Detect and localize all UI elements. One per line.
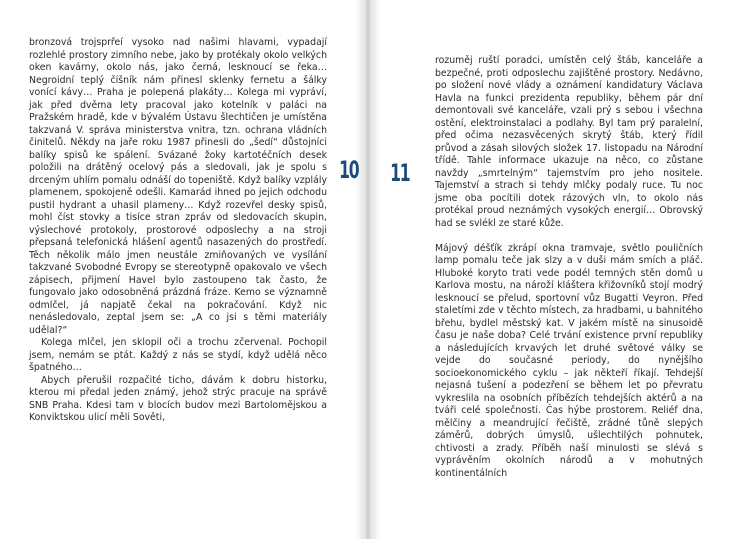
page-number-left: 10	[339, 156, 359, 184]
left-page-text	[29, 37, 327, 425]
right-paragraph-2: Májový déšťík zkrápí okna tramvaje, světlo pouličních lamp pomalu teče jak slzy a v duši mám smích a pláč. Hluboké koryto trati vede podél temných stěn domů u Karlova mostu, na nároží kláštera křižovníků stojí modrý lesknoucí se přelud, sportovní vůz Bugatti Veyron. Před staletími zde v těchto místech, za hradbami, u bahnitého břehu, bydlel městský kat. V jakém místě na sinusoidě času je naše doba? Celé trvání existence první republiky a následujících krvavých let druhé světové války se vejde do současné periody, do nynějšího socioekonomického cyklu – jak někteří říkají. Tehdejší nejasná tušení a podezření se během let po převratu vykreslila na osobních příbězích tehdejších aktérů a na tváři celé společnosti. Čas hýbe prostorem. Reliéf dna, mělčiny a meandrující řečiště, zrádné tůně slepých záměrů, dobrých úmyslů, ušlechtilých pohnutek, chtivosti a zrady. Příběh naší minulosti se slévá s vyprávěním okolních národů a v mohutných kontinentálních	[435, 242, 703, 479]
left-paragraph-2: Kolega mlčel, jen sklopil oči a trochu zčervenal. Pochopil jsem, nemám se ptát. Každý z nás se stydí, když udělá něco špatného…	[29, 337, 327, 373]
left-paragraph-1: bronzová trojsprřeí vysoko nad našimi hlavami, vypadají rozlehlé prostory zimního nebe, jako by protékaly okolo velkých oken kavárny, okolo nás, jako černá, lesknoucí se řeka… Negroidní teplý číšník nám přinesl sklenky fernetu a šálky vonící kávy… Praha je polepená plakáty… Kolega mi vypráví, jak před dvěma lety pracoval jako kotelník v paláci na Pražském hradě, kde v bývalém Ústavu šlechtičen je umístěna takzvaná V. správa ministerstva vnitra, tzn. ochrana vládních činitelů. Někdy na jaře roku 1987 přinesli do „šedí“ důstojníci balíky spisů ke spálení. Svázané žoky kartotéčních desek položili na drátěný ocelový pás a sledovali, jak je spolu s drceným uhlím pomalu odnáší do topeniště. Když balíky vzplály plamenem, spokojeně odešli. Kamarád ihned po jejich odchodu pustil hydrant a uhasil plameny… Když rozevřel desky spisů, mohl číst stovky a tisíce stran zpráv od sledovacích skupin, výslechové protokoly, prostorové odposlechy a na stroji přepsaná telefonická hlášení agentů nasazených do prostředí. Těch několik málo jmen neustále zmiňovaných ve vysílání takzvané Svobodné Evropy se stereotypně opakovalo ve všech zápisech, přijmení Havel bylo zastoupeno tak často, že fungovalo jako odosobněná prázdná fráze. Kemo se významně odmlčel, já napjatě čekal na pokračování. Když nic nenásledovalo, zeptal jsem se: „A co jsi s těmi materiály udělal?“	[29, 37, 327, 336]
left-page	[0, 0, 365, 539]
page-number-right: 11	[390, 159, 410, 187]
right-paragraph-1: rozuměj ruští poradci, umístěn celý štáb, kanceláře a bezpečné, proti odposlechu zajištěné prostory. Nedávno, po složení nové vlády a oznámení kandidatury Václava Havla na funkci prezidenta republiky, během pár dní demontovali své kanceláře, vzali prý s sebou i všechna ostění, elektroinstalaci a podlahy. Byl tam prý paralelní, před očima nezasvěcených skrytý štáb, který řídil průvod a zásah silových složek 17. listopadu na Národní třídě. Tahle informace ukazuje na něco, co zůstane navždy „smrtelným“ tajemstvím pro jeho nositele. Tajemství a strach si tehdy mlčky podaly ruce. Tu noc jsme oba pocítili dotek rázových vln, to okolo nás protékal proud neznámých vysokých energií… Obrovský had se svlékl ze staré kůže.	[435, 55, 703, 229]
right-page-text	[435, 55, 703, 480]
book-gutter	[355, 0, 381, 539]
left-paragraph-3: Abych přerušil rozpačité ticho, dávám k dobru historku, kterou mi předal jeden známý, jehož strýc pracuje na správě SNB Praha. Kdesi tam v blocích budov mezi Bartolomějskou a Konviktskou ulicí měli Sověti,	[29, 374, 327, 423]
